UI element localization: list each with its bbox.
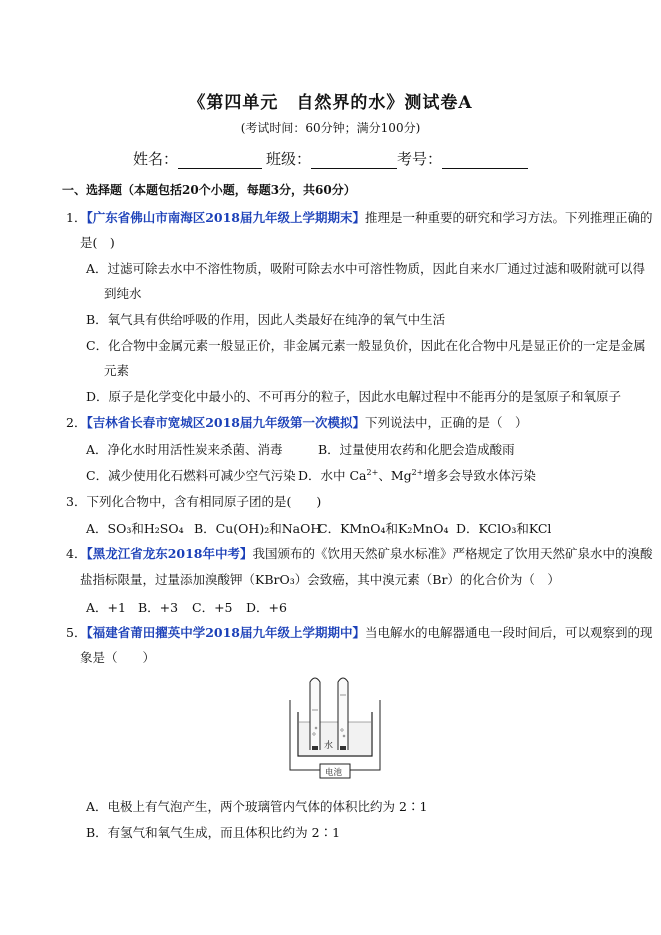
question-1-option-a[interactable]: A．过滤可除去水中不溶性物质，吸附可除去水中可溶性物质，因此自来水厂通过过滤和吸附就可以得: [86, 261, 646, 276]
question-5-option-a[interactable]: A．电极上有气泡产生，两个玻璃管内气体的体积比约为 2∶1: [86, 799, 428, 814]
question-4-stem-cont: 盐指标限量，过量添加溴酸钾（KBrO₃）会致癌，其中溴元素（Br）的化合价为（ ）: [80, 572, 560, 587]
question-1-option-a-cont: 到纯水: [104, 286, 142, 301]
electrode-left: [312, 746, 318, 750]
exam-subtitle: (考试时间：60分钟；满分100分): [240, 121, 421, 135]
question-2-source: 【吉林省长春市宽城区2018届九年级第一次模拟】: [86, 415, 365, 430]
electrolysis-apparatus-diagram: [280, 670, 390, 782]
question-1-option-d[interactable]: D．原子是化学变化中最小的、不可再分的粒子，因此水电解过程中不能再分的是氢原子和氧原子: [86, 389, 622, 404]
question-2-stem: [66, 413, 528, 431]
question-3-option-c[interactable]: C．KMnO₄和K₂MnO₄: [318, 521, 449, 536]
name-label: 姓名：: [133, 150, 179, 168]
question-1-stem-cont: 是( ): [80, 235, 115, 250]
question-4-option-a[interactable]: A．+1: [86, 600, 126, 615]
question-4-source: 【黑龙江省龙东2018年中考】: [86, 546, 253, 561]
glass-tube-left: [310, 678, 320, 750]
question-5-stem: [66, 623, 653, 641]
question-4-number: 4．: [66, 546, 87, 561]
question-2-option-d[interactable]: [298, 466, 536, 484]
question-5-stem-cont: 象是（ ）: [80, 650, 156, 665]
question-5-number: 5．: [66, 625, 87, 640]
q2-d-charge-1: 2+: [366, 467, 379, 477]
glass-tube-right: [338, 678, 348, 750]
q2-d-charge-2: 2+: [411, 467, 424, 477]
name-blank[interactable]: [178, 152, 262, 169]
electrode-right: [340, 746, 346, 750]
q2-d-text-2: 、Mg: [378, 468, 412, 483]
question-4-option-d[interactable]: D．+6: [246, 600, 287, 615]
question-3-option-d[interactable]: D．KClO₃和KCl: [456, 521, 552, 536]
question-3-stem: 3．下列化合物中，含有相同原子团的是( ): [66, 494, 322, 509]
question-1-option-c[interactable]: C．化合物中金属元素一般显正价，非金属元素一般显负价，因此在化合物中凡是显正价的一定是金属: [86, 338, 646, 353]
section-heading: 一、选择题（本题包括20个小题，每题3分，共60分）: [62, 183, 356, 197]
question-4-option-c[interactable]: C．+5: [192, 600, 233, 615]
question-2-option-c[interactable]: C．减少使用化石燃料可减少空气污染: [86, 468, 296, 483]
question-1-option-b[interactable]: B．氧气具有供给呼吸的作用，因此人类最好在纯净的氧气中生活: [86, 312, 446, 327]
class-blank[interactable]: [311, 152, 397, 169]
question-1-option-c-cont: 元素: [104, 363, 130, 378]
question-5-option-b[interactable]: B．有氢气和氧气生成，而且体积比约为 2∶1: [86, 825, 341, 840]
number-blank[interactable]: [442, 152, 528, 169]
question-4-stem: [66, 544, 653, 562]
question-5-source: 【福建省莆田擢英中学2018届九年级上学期期中】: [86, 625, 365, 640]
question-4-text: 我国颁布的《饮用天然矿泉水标准》严格规定了饮用天然矿泉水中的溴酸: [252, 546, 653, 561]
water-label: 水: [324, 741, 334, 751]
question-3-option-a[interactable]: A．SO₃和H₂SO₄: [86, 521, 184, 536]
name-field[interactable]: [133, 148, 262, 169]
q2-d-text-1: D．水中 Ca: [298, 468, 367, 483]
question-2-text: 下列说法中，正确的是（ ）: [365, 415, 528, 430]
question-1-source: 【广东省佛山市南海区2018届九年级上学期期末】: [86, 210, 365, 225]
question-3-option-b[interactable]: B．Cu(OH)₂和NaOH: [194, 521, 322, 536]
number-field[interactable]: [397, 148, 528, 169]
question-5-text: 当电解水的电解器通电一段时间后，可以观察到的现: [365, 625, 653, 640]
question-2-number: 2．: [66, 415, 87, 430]
question-2-option-b[interactable]: B．过量使用农药和化肥会造成酸雨: [318, 442, 515, 457]
class-field[interactable]: [266, 148, 397, 169]
class-label: 班级：: [266, 150, 312, 168]
battery-label: 电池: [325, 768, 343, 778]
page-title: 《第四单元 自然界的水》测试卷A: [188, 93, 473, 113]
number-label: 考号：: [397, 150, 443, 168]
question-1-number: 1．: [66, 210, 87, 225]
question-1-stem: [66, 208, 653, 226]
question-1-text: 推理是一种重要的研究和学习方法。下列推理正确的: [365, 210, 653, 225]
question-2-option-a[interactable]: A．净化水时用活性炭来杀菌、消毒: [86, 442, 283, 457]
q2-d-text-3: 增多会导致水体污染: [423, 468, 536, 483]
question-4-option-b[interactable]: B．+3: [138, 600, 179, 615]
